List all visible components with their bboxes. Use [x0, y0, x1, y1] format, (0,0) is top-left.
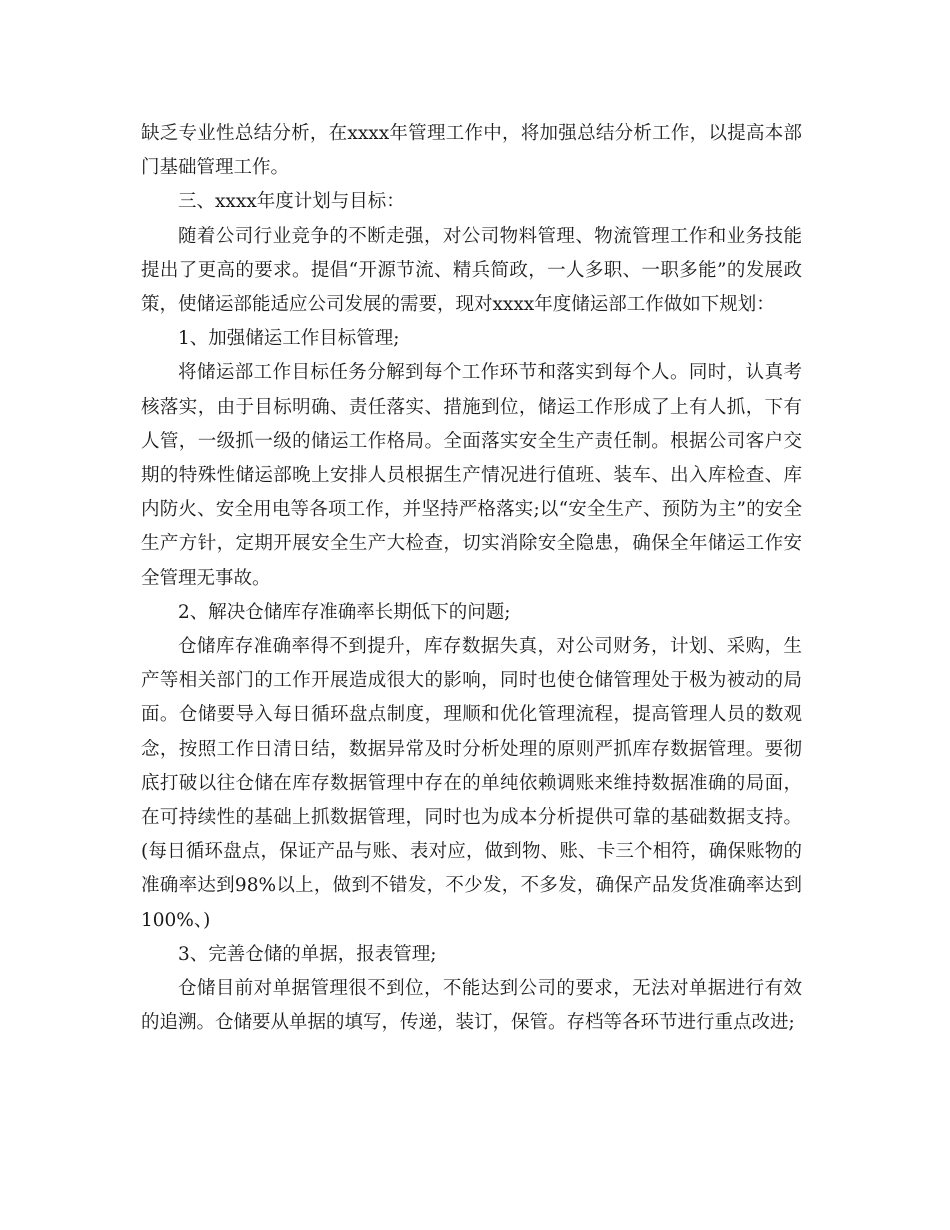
- paragraph-continuation: 缺乏专业性总结分析，在xxxx年管理工作中，将加强总结分析工作，以提高本部门基础管理工作。: [141, 123, 802, 179]
- item-heading-1: 1、加强储运工作目标管理;: [178, 328, 400, 350]
- item-heading-3: 3、完善仓储的单据，报表管理;: [178, 943, 437, 965]
- item-heading-2: 2、解决仓储库存准确率长期低下的问题;: [178, 601, 511, 623]
- paragraph-intro: 随着公司行业竞争的不断走强，对公司物料管理、物流管理工作和业务技能提出了更高的要求。提倡“开源节流、精兵简政，一人多职、一职多能”的发展政策，使储运部能适应公司发展的需要，现对xxxx年度储运部工作做如下规划：: [141, 225, 802, 316]
- section-heading-plan: 三、xxxx年度计划与目标：: [178, 191, 405, 213]
- paragraph-item-2: 仓储库存准确率得不到提升，库存数据失真，对公司财务，计划、采购，生产等相关部门的工作开展造成很大的影响，同时也使仓储管理处于极为被动的局面。仓储要导入每日循环盘点制度，理顺和优化管理流程，提高管理人员的数观念，按照工作日清日结，数据异常及时分析处理的原则严抓库存数据管理。要彻底打破以往仓储在库存数据管理中存在的单纯依赖调账来维持数据准确的局面，在可持续性的基础上抓数据管理，同时也为成本分析提供可靠的基础数据支持。(每日循环盘点，保证产品与账、表对应，做到物、账、卡三个相符，确保账物的准确率达到98%以上，做到不错发，不少发，不多发，确保产品发货准确率达到100%、): [141, 636, 802, 931]
- paragraph-item-3: 仓储目前对单据管理很不到位，不能达到公司的要求，无法对单据进行有效的追溯。仓储要从单据的填写，传递，装订，保管。存档等各环节进行重点改进;: [141, 978, 802, 1034]
- paragraph-item-1: 将储运部工作目标任务分解到每个工作环节和落实到每个人。同时，认真考核落实，由于目标明确、责任落实、措施到位，储运工作形成了上有人抓，下有人管，一级抓一级的储运工作格局。全面落实安全生产责任制。根据公司客户交期的特殊性储运部晚上安排人员根据生产情况进行值班、装车、出入库检查、库内防火、安全用电等各项工作，并坚持严格落实;以“安全生产、预防为主”的安全生产方针，定期开展安全生产大检查，切实消除安全隐患，确保全年储运工作安全管理无事故。: [141, 362, 802, 589]
